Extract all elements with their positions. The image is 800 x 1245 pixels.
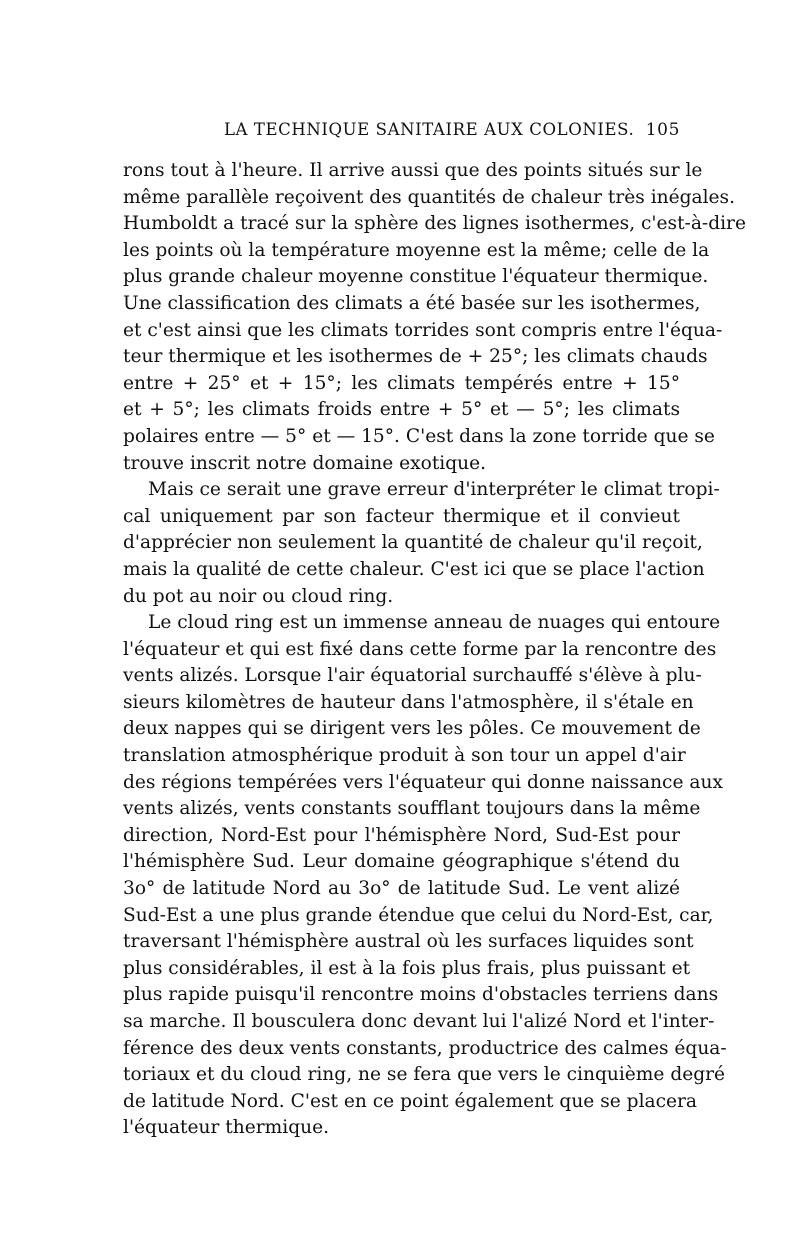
paragraph-cloud-ring [123, 610, 727, 1142]
text-line: cal uniquement par son facteur thermique et il convieut [123, 505, 680, 527]
paragraph-tropical-climate [123, 477, 720, 610]
text-line: férence des deux vents constants, productrice des calmes équa- [123, 1037, 727, 1059]
text-line: polaires entre — 5° et — 15°. C'est dans la zone torride que se [123, 425, 715, 447]
text-line: d'apprécier non seulement la quantité de chaleur qu'il reçoit, [123, 532, 703, 554]
text-line: même parallèle reçoivent des quantités de chaleur très inégales. [123, 186, 736, 208]
text-line: Humboldt a tracé sur la sphère des lignes isothermes, c'est-à-dire [123, 213, 746, 235]
text-line: Mais ce serait une grave erreur d'interpréter le climat tropi- [148, 479, 720, 501]
page-number: 105 [645, 120, 680, 140]
text-line: entre + 25° et + 15°; les climats tempérés entre + 15° [123, 372, 680, 394]
text-line: teur thermique et les isothermes de + 25°; les climats chauds [123, 346, 708, 368]
text-line: translation atmosphérique produit à son tour un appel d'air [123, 745, 686, 767]
text-line: vents alizés, vents constants soufflant toujours dans la même [123, 798, 701, 820]
text-line: sieurs kilomètres de hauteur dans l'atmosphère, il s'étale en [123, 691, 694, 713]
text-line: plus considérables, il est à la fois plus frais, plus puissant et [123, 957, 691, 979]
running-head [146, 118, 680, 142]
text-line: vents alizés. Lorsque l'air équatorial surchauffé s'élève à plu- [123, 665, 702, 687]
text-line: de latitude Nord. C'est en ce point également que se placera [123, 1090, 698, 1112]
text-line: l'équateur et qui est fixé dans cette forme par la rencontre des [123, 638, 717, 660]
text-line: rons tout à l'heure. Il arrive aussi que des points situés sur le [123, 160, 703, 181]
text-line: mais la qualité de cette chaleur. C'est ici que se place l'action [123, 558, 705, 580]
text-line: l'équateur thermique. [123, 1117, 329, 1139]
text-line: l'hémisphère Sud. Leur domaine géographique s'étend du [123, 851, 680, 873]
text-line: 3o° de latitude Nord au 3o° de latitude Sud. Le vent alizé [123, 878, 680, 900]
running-title: LA TECHNIQUE SANITAIRE AUX COLONIES. [224, 120, 635, 139]
paragraph-climate-zones [123, 158, 746, 477]
text-line: et c'est ainsi que les climats torrides sont compris entre l'équa- [123, 319, 723, 341]
text-line: deux nappes qui se dirigent vers les pôles. Ce mouvement de [123, 718, 701, 740]
text-line: toriaux et du cloud ring, ne se fera que vers le cinquième degré [123, 1064, 726, 1086]
text-line: du pot au noir ou cloud ring. [123, 585, 394, 607]
text-line: plus rapide puisqu'il rencontre moins d'obstacles terriens dans [123, 984, 719, 1006]
text-line: Le cloud ring est un immense anneau de nuages qui entoure [148, 612, 721, 634]
text-line: et + 5°; les climats froids entre + 5° et — 5°; les climats [123, 399, 680, 421]
text-line: trouve inscrit notre domaine exotique. [123, 452, 487, 474]
text-line: sa marche. Il bousculera donc devant lui l'alizé Nord et l'inter- [123, 1011, 715, 1032]
text-line: traversant l'hémisphère austral où les surfaces liquides sont [123, 931, 694, 953]
text-line: direction, Nord-Est pour l'hémisphère Nord, Sud-Est pour [123, 824, 680, 846]
text-line: plus grande chaleur moyenne constitue l'équateur thermique. [123, 266, 709, 288]
text-line: des régions tempérées vers l'équateur qui donne naissance aux [123, 771, 723, 793]
text-line: Une classification des climats a été basée sur les isothermes, [123, 292, 701, 314]
text-line: les points où la température moyenne est la même; celle de la [123, 239, 710, 261]
text-line: Sud-Est a une plus grande étendue que celui du Nord-Est, car, [123, 904, 714, 926]
body-text [123, 158, 746, 1142]
